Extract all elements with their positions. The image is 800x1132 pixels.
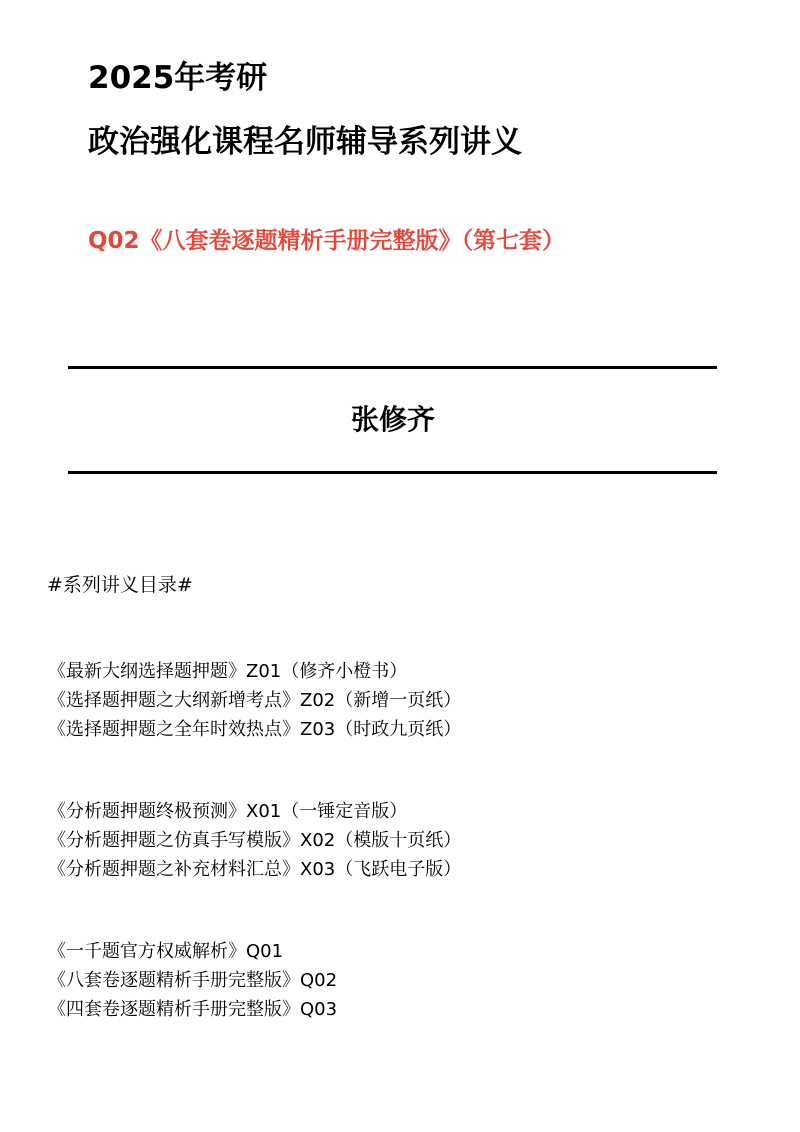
toc-item: 《八套卷逐题精析手册完整版》Q02: [48, 970, 338, 991]
subtitle: Q02《八套卷逐题精析手册完整版》（第七套）: [88, 228, 566, 254]
title-line-1: 2025年考研: [88, 60, 268, 96]
toc-item: 《分析题押题终极预测》X01（一锤定音版）: [48, 801, 408, 822]
toc-item: 《分析题押题之补充材料汇总》X03（飞跃电子版）: [48, 859, 462, 880]
toc-item: 《最新大纲选择题押题》Z01（修齐小橙书）: [48, 661, 408, 682]
toc-item: 《分析题押题之仿真手写模版》X02（模版十页纸）: [48, 830, 462, 851]
toc-item: 《一千题官方权威解析》Q01: [48, 941, 284, 962]
toc-item: 《四套卷逐题精析手册完整版》Q03: [48, 999, 338, 1020]
toc-group-z: [48, 657, 461, 744]
toc-heading: #系列讲义目录#: [47, 574, 193, 596]
toc-group-q: [48, 937, 337, 1024]
author-name: 张修齐: [350, 403, 435, 436]
toc-item: 《选择题押题之大纲新增考点》Z02（新增一页纸）: [48, 690, 462, 711]
divider-bottom: [68, 471, 717, 474]
title-line-2: 政治强化课程名师辅导系列讲义: [88, 124, 522, 160]
toc-item: 《选择题押题之全年时效热点》Z03（时政九页纸）: [48, 719, 462, 740]
divider-top: [68, 366, 717, 369]
toc-group-x: [48, 797, 461, 884]
